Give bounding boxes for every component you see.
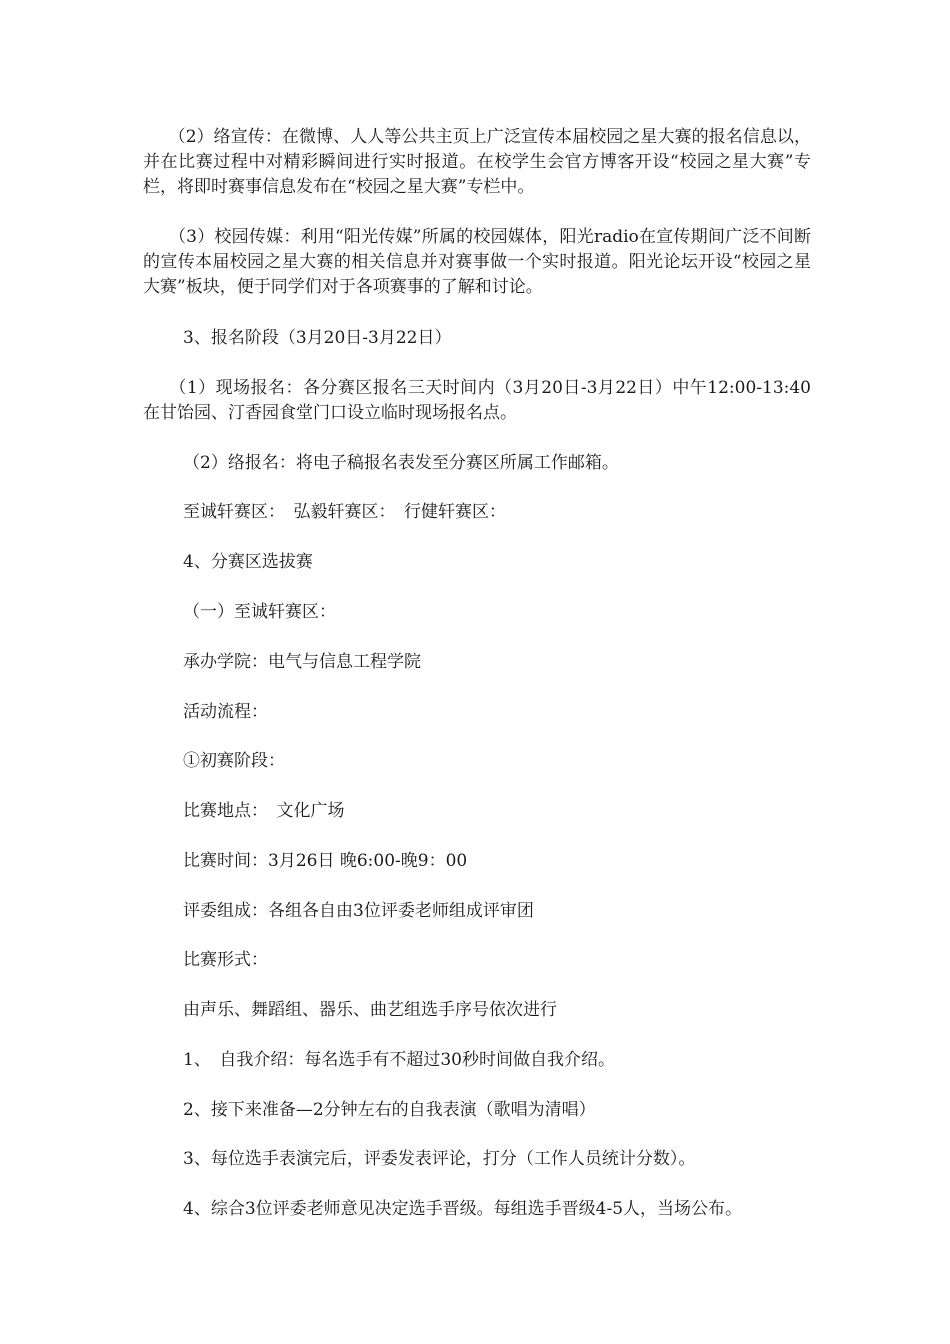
venue-line: 比赛地点： 文化广场 [183,801,345,821]
heading-division-selection: 4、分赛区选拔赛 [183,552,313,572]
preliminary-stage-label: ①初赛阶段： [183,751,285,771]
step-3-scoring: 3、每位选手表演完后，评委发表评论，打分（工作人员统计分数）。 [183,1149,696,1169]
step-4-advancement: 4、综合3位评委老师意见决定选手晋级。每组选手晋级4-5人，当场公布。 [183,1199,743,1219]
heading-registration-stage: 3、报名阶段（3月20日-3月22日） [183,328,452,348]
order-line: 由声乐、舞蹈组、器乐、曲艺组选手序号依次进行 [183,1000,557,1020]
step-1-self-intro: 1、 自我介绍：每名选手有不超过30秒时间做自我介绍。 [183,1050,615,1070]
division-list: 至诚轩赛区： 弘毅轩赛区： 行健轩赛区： [183,502,506,522]
subheading-zhicheng-division: （一）至诚轩赛区： [183,602,336,622]
time-line: 比赛时间：3月26日 晚6:00-晚9：00 [183,851,468,871]
activity-process-label: 活动流程： [183,702,268,722]
paragraph-online-registration: （2）络报名：将电子稿报名表发至分赛区所属工作邮箱。 [183,453,619,473]
organizer-line: 承办学院：电气与信息工程学院 [183,652,421,672]
format-label: 比赛形式： [183,950,268,970]
paragraph-campus-media: （3）校园传媒：利用“阳光传媒”所属的校园媒体，阳光radio在宣传期间广泛不间断的宣传本届校园之星大赛的相关信息并对赛事做一个实时报道。阳光论坛开设“校园之星大赛”板块，便于同学们对于各项赛事的了解和讨论。 [143,227,811,297]
step-2-performance: 2、接下来准备—2分钟左右的自我表演（歌唱为清唱） [183,1100,596,1120]
judges-line: 评委组成：各组各自由3位评委老师组成评审团 [183,901,534,921]
paragraph-network-publicity: （2）络宣传：在微博、人人等公共主页上广泛宣传本届校园之星大赛的报名信息以，并在比赛过程中对精彩瞬间进行实时报道。在校学生会官方博客开设“校园之星大赛”专栏，将即时赛事信息发布在“校园之星大赛”专栏中。 [143,127,811,197]
paragraph-onsite-registration: （1）现场报名：各分赛区报名三天时间内（3月20日-3月22日）中午12:00-13:40在甘饴园、汀香园食堂门口设立临时现场报名点。 [143,378,811,423]
